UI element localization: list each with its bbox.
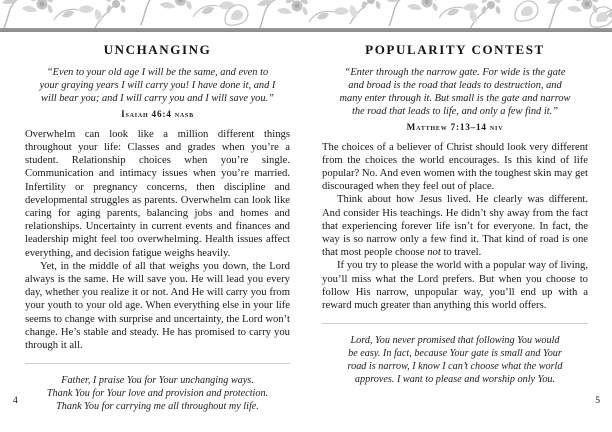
prayer-line: be easy. In fact, because Your gate is small and Your: [348, 348, 562, 360]
body-paragraph: Yet, in the middle of all that weighs you down, the Lord always is the same. He will save you. He will lead you every day, whether you realize it or not. And He will carry you from your youth to your old age. When everything else in your life seems to change with surprise and uncertainty, the Lord won’t change. He’s stable and steady. He has promised to carry you through it all.: [25, 260, 290, 351]
left-scripture-quote: [25, 67, 290, 106]
body-paragraph: Overwhelm can look like a million different things throughout your life: Classes and grades when you’re a student. Relationship choices when you’re single. Communication and intimacy issues when you’re married. Infertility or pregnancy concerns, then discipline and developmental struggles as parents. Overwhelm can look like caring for aging parents, balancing jobs and homes and relationships. Uncertainty in current events and finances and leadership might feel too overwhelming. Health issues affect everything, and decision fatigue weighs heavily.: [25, 128, 290, 259]
left-chapter-title: UNCHANGING: [103, 42, 212, 57]
prayer-line: Thank You for carrying me all throughout my life.: [56, 401, 259, 413]
right-page: [322, 42, 588, 386]
right-scripture-quote: [322, 67, 588, 119]
left-prayer: [25, 374, 290, 413]
prayer-line: Thank You for Your love and provision and protection.: [46, 388, 269, 400]
quote-line: will bear you; and I will carry you and I will save you.”: [41, 92, 274, 104]
right-body-text: [322, 141, 588, 313]
body-paragraph: [322, 193, 588, 259]
body-text-segment: Think about how Jesus lived. He clearly was different. And consider His teachings. He didn’t shy away from the fact that experiencing forever life isn’t for everyone. In fact, the way is so narrow only a few find it. That kind of road is one that most people choose: [322, 194, 588, 259]
quote-line: the road that leads to life, and only a few find it.”: [352, 105, 558, 117]
right-page-number: 5: [595, 396, 600, 406]
prayer-divider: [25, 363, 290, 364]
prayer-line: approves. I want to please and worship only You.: [354, 374, 556, 386]
left-page-number: 4: [13, 396, 18, 406]
body-paragraph: The choices of a believer of Christ should look very different from the choices the world encourages. Is this kind of life popular? No. And even women with the toughest skin may get discouraged when they feel out of place.: [322, 141, 588, 193]
prayer-line: road is narrow, I know I can’t choose what the world: [347, 361, 563, 373]
quote-line: “Even to your old age I will be the same, and even to: [46, 67, 269, 78]
right-prayer: [322, 334, 588, 386]
floral-pattern-svg: [0, 0, 612, 28]
body-text-segment: to travel.: [440, 247, 482, 259]
quote-line: and broad is the road that leads to destruction, and: [348, 79, 562, 91]
prayer-line: Lord, You never promised that following You would: [350, 335, 560, 347]
left-page: [25, 42, 290, 413]
header-rule: [0, 28, 612, 32]
quote-line: “Enter through the narrow gate. For wide is the gate: [344, 67, 566, 78]
right-scripture-reference: Matthew 7:13–14 niv: [406, 121, 504, 132]
floral-header-art: [0, 0, 612, 28]
left-body-text: [25, 128, 290, 352]
emphasized-word: not: [427, 247, 441, 259]
prayer-divider: [322, 323, 588, 324]
left-scripture-reference: Isaiah 46:4 nasb: [121, 108, 194, 119]
right-chapter-title: POPULARITY CONTEST: [365, 42, 545, 57]
quote-line: your graying years I will carry you! I have done it, and I: [39, 79, 276, 91]
quote-line: many enter through it. But small is the gate and narrow: [339, 92, 571, 104]
body-paragraph: If you try to please the world with a popular way of living, you’ll miss what the Lord prefers. But when you choose to follow His narrow, unpopular way, you’ll end up with a reward much greater than anything this world offers.: [322, 260, 588, 312]
prayer-line: Father, I praise You for Your unchanging ways.: [61, 375, 254, 387]
